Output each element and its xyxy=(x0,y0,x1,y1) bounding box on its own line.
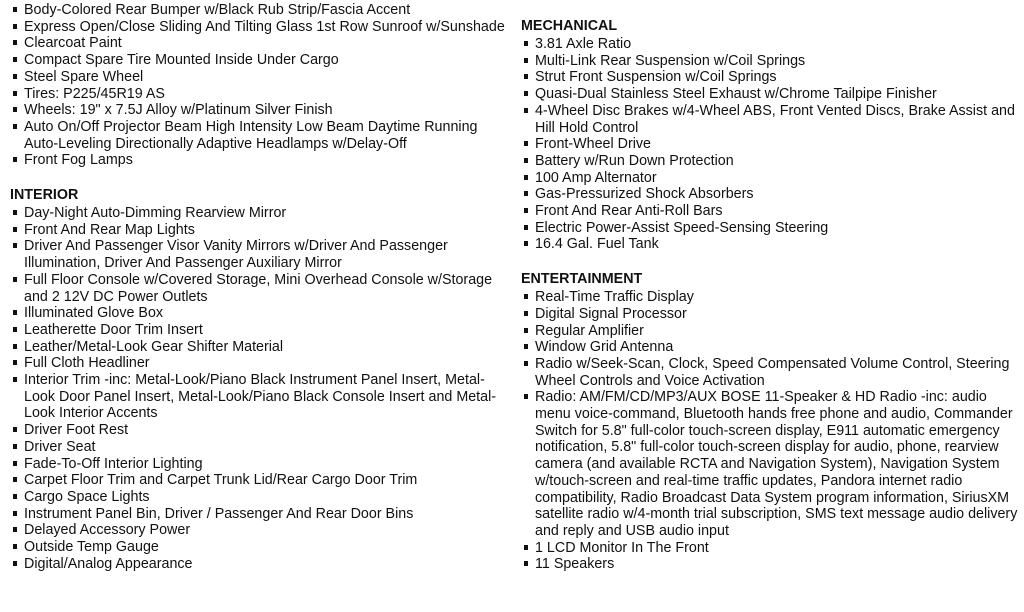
list-item: Electric Power-Assist Speed-Sensing Steering xyxy=(521,220,1018,237)
list-item: Day-Night Auto-Dimming Rearview Mirror xyxy=(10,205,508,222)
list-item: Driver Seat xyxy=(10,439,508,456)
section-heading-entertainment: ENTERTAINMENT xyxy=(521,271,643,288)
list-item: 11 Speakers xyxy=(521,556,1018,573)
list-item: 1 LCD Monitor In The Front xyxy=(521,540,1018,557)
list-item: Full Floor Console w/Covered Storage, Mini Overhead Console w/Storage and 2 12V DC Power Outlets xyxy=(10,272,508,305)
list-item: Digital/Analog Appearance xyxy=(10,556,508,573)
list-item: Compact Spare Tire Mounted Inside Under Cargo xyxy=(10,52,508,69)
list-item: 3.81 Axle Ratio xyxy=(521,36,1018,53)
list-item: Fade-To-Off Interior Lighting xyxy=(10,456,508,473)
list-item: Front-Wheel Drive xyxy=(521,136,1018,153)
list-item: 16.4 Gal. Fuel Tank xyxy=(521,236,1018,253)
list-item: 4-Wheel Disc Brakes w/4-Wheel ABS, Front Vented Discs, Brake Assist and Hill Hold Control xyxy=(521,103,1018,136)
list-item: Digital Signal Processor xyxy=(521,306,1018,323)
list-item: Illuminated Glove Box xyxy=(10,305,508,322)
mechanical-list xyxy=(521,36,1018,253)
list-item: Interior Trim -inc: Metal-Look/Piano Black Instrument Panel Insert, Metal-Look Door Panel Insert, Metal-Look/Piano Black Console Insert and Metal-Look Interior Accents xyxy=(10,372,508,422)
mechanical-section xyxy=(521,18,1018,253)
interior-section xyxy=(10,187,508,572)
section-heading-mechanical: MECHANICAL xyxy=(521,18,618,34)
list-item: Auto On/Off Projector Beam High Intensity Low Beam Daytime Running Auto-Leveling Directionally Adaptive Headlamps w/Delay-Off xyxy=(10,119,508,152)
list-item: Tires: P225/45R19 AS xyxy=(10,86,508,103)
left-column xyxy=(10,0,508,573)
interior-list xyxy=(10,205,508,572)
list-item: Window Grid Antenna xyxy=(521,339,1018,356)
exterior-section xyxy=(10,2,508,169)
list-item: Driver Foot Rest xyxy=(10,422,508,439)
list-item: Regular Amplifier xyxy=(521,323,1018,340)
list-item: Gas-Pressurized Shock Absorbers xyxy=(521,186,1018,203)
entertainment-section xyxy=(521,271,1018,573)
list-item: 100 Amp Alternator xyxy=(521,170,1018,187)
list-item: Full Cloth Headliner xyxy=(10,355,508,372)
entertainment-list xyxy=(521,289,1018,573)
list-item: Multi-Link Rear Suspension w/Coil Springs xyxy=(521,53,1018,70)
section-heading-interior: INTERIOR xyxy=(10,187,79,204)
list-item: Steel Spare Wheel xyxy=(10,69,508,86)
list-item: Front Fog Lamps xyxy=(10,152,508,169)
list-item: Wheels: 19" x 7.5J Alloy w/Platinum Silver Finish xyxy=(10,102,508,119)
list-item: Carpet Floor Trim and Carpet Trunk Lid/Rear Cargo Door Trim xyxy=(10,472,508,489)
exterior-list xyxy=(10,2,508,169)
list-item: Radio: AM/FM/CD/MP3/AUX BOSE 11-Speaker & HD Radio -inc: audio menu voice-command, Bluetooth hands free phone and audio, Commander Switch for 5.8" full-color touch-screen display, E911 automatic emergency notification, 5.8" full-color touch-screen display for audio, phone, rearview camera (and available RCTA and Navigation System), Navigation System w/touch-screen and real-time traffic updates, Pandora internet radio compatibility, Radio Broadcast Data System program information, SiriusXM satellite radio w/4-month trial subscription, SMS text message audio delivery and reply and USB audio input xyxy=(521,389,1018,539)
list-item: Driver And Passenger Visor Vanity Mirrors w/Driver And Passenger Illumination, Driver And Passenger Auxiliary Mirror xyxy=(10,238,508,271)
list-item: Battery w/Run Down Protection xyxy=(521,153,1018,170)
list-item: Outside Temp Gauge xyxy=(10,539,508,556)
list-item: Quasi-Dual Stainless Steel Exhaust w/Chrome Tailpipe Finisher xyxy=(521,86,1018,103)
list-item: Delayed Accessory Power xyxy=(10,522,508,539)
list-item: Radio w/Seek-Scan, Clock, Speed Compensated Volume Control, Steering Wheel Controls and Voice Activation xyxy=(521,356,1018,389)
list-item: Front And Rear Map Lights xyxy=(10,222,508,239)
list-item: Cargo Space Lights xyxy=(10,489,508,506)
list-item: Front And Rear Anti-Roll Bars xyxy=(521,203,1018,220)
list-item: Body-Colored Rear Bumper w/Black Rub Strip/Fascia Accent xyxy=(10,2,508,19)
list-item: Leatherette Door Trim Insert xyxy=(10,322,508,339)
list-item: Instrument Panel Bin, Driver / Passenger And Rear Door Bins xyxy=(10,506,508,523)
list-item: Express Open/Close Sliding And Tilting Glass 1st Row Sunroof w/Sunshade xyxy=(10,19,508,36)
list-item: Leather/Metal-Look Gear Shifter Material xyxy=(10,339,508,356)
list-item: Strut Front Suspension w/Coil Springs xyxy=(521,69,1018,86)
right-column xyxy=(521,0,1018,573)
list-item: Real-Time Traffic Display xyxy=(521,289,1018,306)
list-item: Clearcoat Paint xyxy=(10,35,508,52)
